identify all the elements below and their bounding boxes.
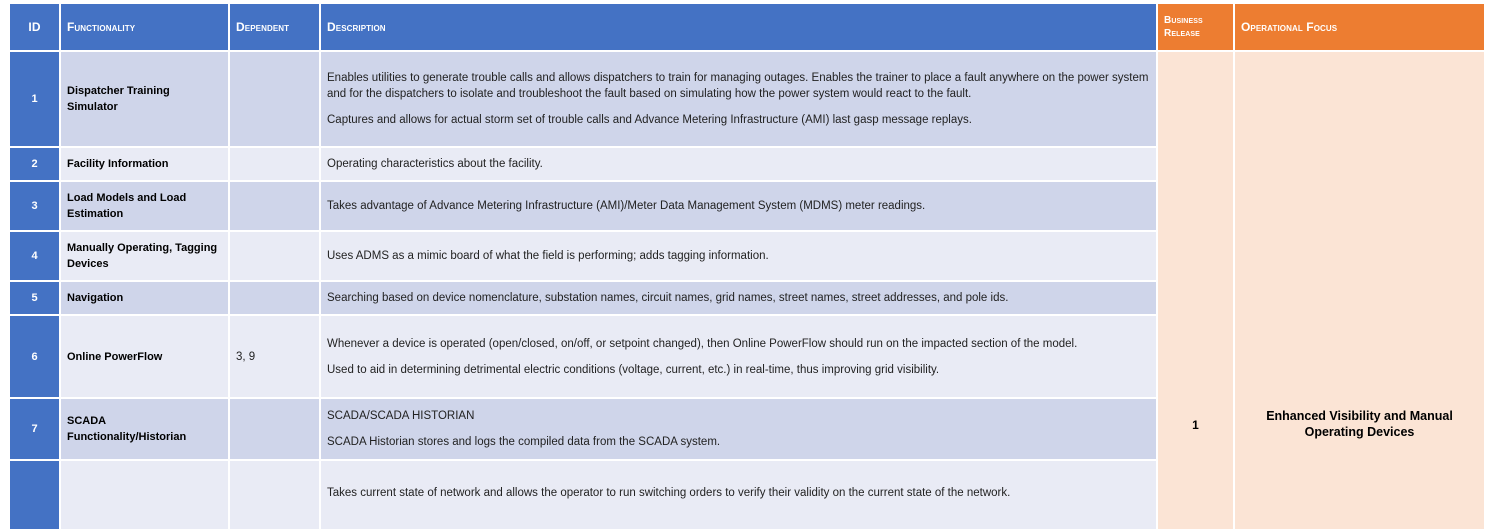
row-id: 6 (9, 315, 60, 398)
row-dependent (229, 181, 320, 231)
header-operational-focus: Operational Focus (1234, 3, 1485, 51)
description-paragraph: Used to aid in determining detrimental electric conditions (voltage, current, etc.) in real-time, thus improving grid visibility. (327, 363, 940, 376)
description-paragraph: Takes advantage of Advance Metering Infrastructure (AMI)/Meter Data Management System (MDMS) meter readings. (327, 200, 926, 212)
row-description (320, 315, 1157, 398)
description-paragraph: Operating characteristics about the facility. (327, 158, 543, 170)
row-functionality: Load Models and Load Estimation (60, 181, 229, 231)
row-description (320, 181, 1157, 231)
row-functionality: Facility Information (60, 147, 229, 181)
business-release-cell: 1 (1157, 51, 1234, 530)
header-id: ID (9, 3, 60, 51)
row-dependent (229, 460, 320, 530)
header-business-release: Business Release (1157, 3, 1234, 51)
row-functionality: Navigation (60, 281, 229, 315)
operational-focus-cell: Enhanced Visibility and Manual Operating Devices (1234, 51, 1485, 530)
row-id: 5 (9, 281, 60, 315)
row-id: 4 (9, 231, 60, 281)
row-description (320, 281, 1157, 315)
row-id: 3 (9, 181, 60, 231)
row-dependent (229, 231, 320, 281)
row-description (320, 231, 1157, 281)
description-paragraph: Whenever a device is operated (open/closed, on/off, or setpoint changed), then Online PowerFlow should run on the impacted section of the model. (327, 337, 1078, 350)
row-functionality: Manually Operating, Tagging Devices (60, 231, 229, 281)
row-dependent: 3, 9 (229, 315, 320, 398)
row-id: 7 (9, 398, 60, 460)
row-id: 2 (9, 147, 60, 181)
header-functionality: Functionality (60, 3, 229, 51)
table-row (9, 51, 1485, 147)
row-description (320, 51, 1157, 147)
row-description (320, 147, 1157, 181)
functionality-table-container (8, 2, 1486, 531)
row-dependent (229, 147, 320, 181)
row-dependent (229, 281, 320, 315)
description-paragraph: Searching based on device nomenclature, substation names, circuit names, grid names, street names, street addresses, and pole ids. (327, 292, 1009, 304)
row-functionality: SCADA Functionality/Historian (60, 398, 229, 460)
row-description (320, 460, 1157, 530)
description-paragraph: Takes current state of network and allows the operator to run switching orders to verify their validity on the current state of the network. (327, 487, 1011, 499)
description-paragraph: SCADA/SCADA HISTORIAN (327, 410, 475, 422)
description-paragraph: SCADA Historian stores and logs the compiled data from the SCADA system. (327, 436, 721, 448)
header-row (9, 3, 1485, 51)
description-paragraph: Captures and allows for actual storm set of trouble calls and Advance Metering Infrastructure (AMI) last gasp message replays. (327, 114, 972, 126)
functionality-table (8, 2, 1486, 531)
description-paragraph: Enables utilities to generate trouble calls and allows dispatchers to train for managing outages. Enables the trainer to place a fault anywhere on the power system and for the dispatchers to isolate and troubleshoot the fault based on simulating how the power system would react to the fault. (327, 72, 1149, 100)
row-functionality (60, 460, 229, 530)
description-paragraph: Uses ADMS as a mimic board of what the field is performing; adds tagging information. (327, 250, 769, 262)
row-id (9, 460, 60, 530)
row-id: 1 (9, 51, 60, 147)
row-description (320, 398, 1157, 460)
header-dependent: Dependent (229, 3, 320, 51)
row-functionality: Online PowerFlow (60, 315, 229, 398)
row-dependent (229, 51, 320, 147)
row-dependent (229, 398, 320, 460)
header-description: Description (320, 3, 1157, 51)
row-functionality: Dispatcher Training Simulator (60, 51, 229, 147)
